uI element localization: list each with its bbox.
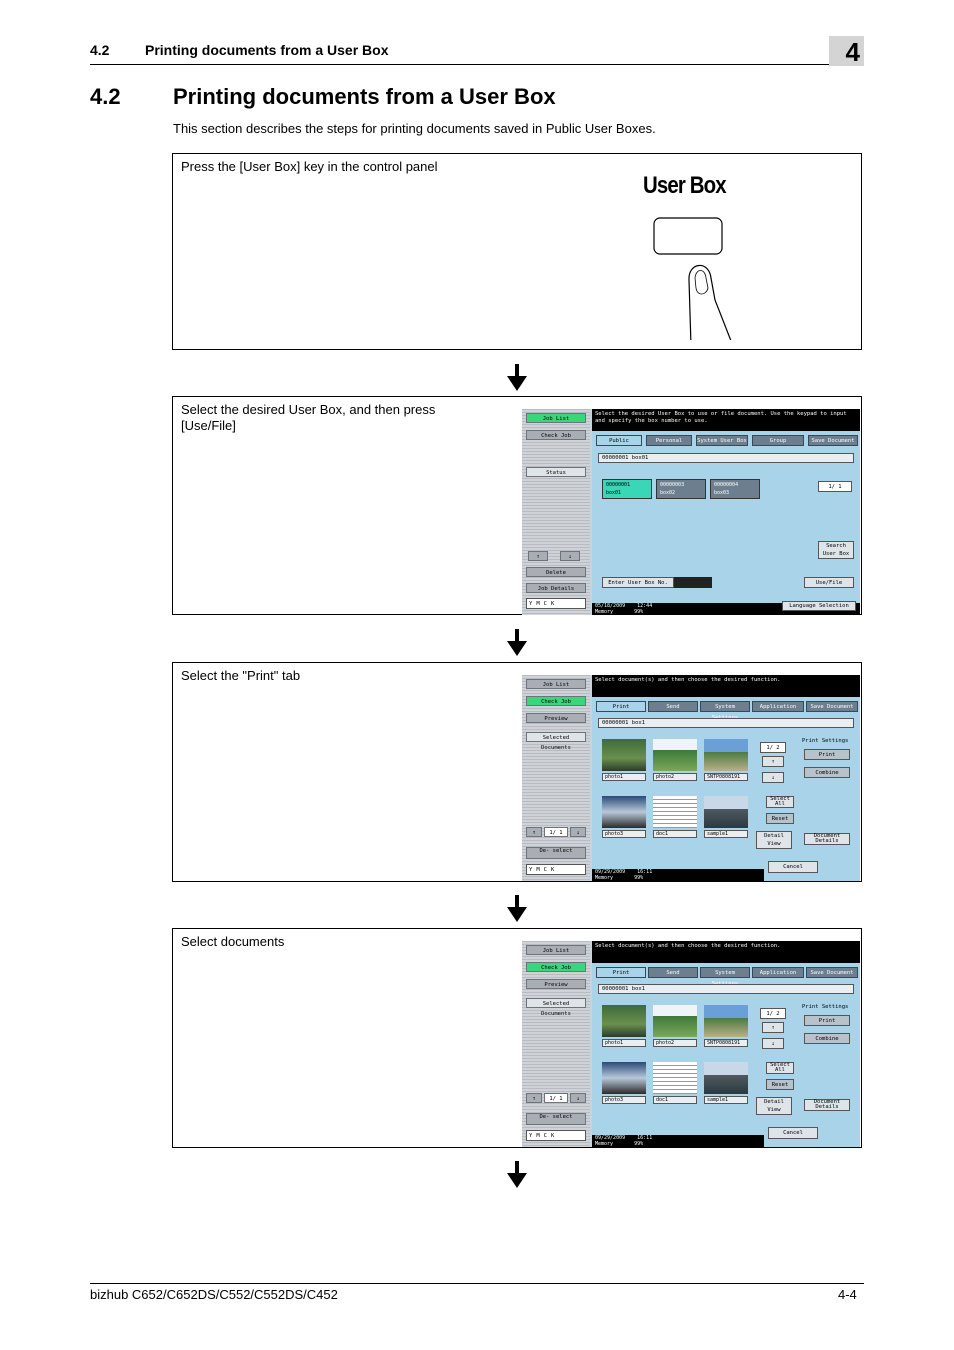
- document-name: photo1: [602, 773, 646, 781]
- document-name: photo3: [602, 830, 646, 838]
- print-settings-label: Print Settings: [802, 1004, 849, 1010]
- document-name: photo2: [653, 1039, 697, 1047]
- document-thumbnail[interactable]: [704, 1062, 748, 1104]
- tab-application[interactable]: Application: [752, 701, 804, 712]
- check-job-button[interactable]: Check Job: [526, 962, 586, 972]
- page-down-button[interactable]: ↓: [762, 772, 784, 783]
- select-all-button[interactable]: Select All: [766, 1062, 794, 1074]
- document-details-button[interactable]: Document Details: [804, 833, 850, 845]
- document-thumbnail[interactable]: [704, 1005, 748, 1047]
- print-settings-label: Print Settings: [802, 738, 849, 744]
- selected-documents-header: Selected Documents: [526, 998, 586, 1008]
- status-memory-value: 99%: [634, 1141, 644, 1147]
- document-thumbnail[interactable]: [653, 739, 697, 781]
- language-selection-button[interactable]: Language Selection: [782, 601, 856, 611]
- tab-group[interactable]: Group: [752, 435, 804, 446]
- instruction-message: Select the desired User Box to use or file document. Use the keypad to input and specify the box number to use.: [592, 409, 860, 431]
- status-date: 05/18/2009: [595, 603, 626, 609]
- enter-user-box-number-button[interactable]: Enter User Box No.: [602, 577, 674, 588]
- folder-name: box03: [714, 490, 730, 496]
- document-name: doc1: [653, 1096, 697, 1104]
- folder-number: 00000003: [660, 482, 685, 488]
- document-name: SNTP0808191: [704, 773, 748, 781]
- tab-system-settings[interactable]: System: [700, 701, 750, 712]
- photo-thumbnail-image: [704, 1062, 748, 1094]
- status-time: 12:44: [637, 603, 653, 609]
- check-job-button[interactable]: Check Job: [526, 430, 586, 440]
- detail-view-button[interactable]: Detail View: [756, 831, 792, 849]
- tab-send[interactable]: Send: [648, 967, 698, 978]
- toner-y: Y: [529, 867, 537, 873]
- user-box-folder[interactable]: [710, 479, 760, 499]
- status-memory-label: Memory: [595, 875, 614, 881]
- check-job-button[interactable]: Check Job: [526, 696, 586, 706]
- toner-indicator: [526, 598, 586, 609]
- document-name: photo3: [602, 1096, 646, 1104]
- step-1-text: Press the [User Box] key in the control panel: [181, 159, 438, 174]
- job-list-button[interactable]: Job List: [526, 945, 586, 955]
- document-name: doc1: [653, 830, 697, 838]
- header-section-number: 4.2: [90, 42, 110, 58]
- toner-y: Y: [529, 601, 537, 607]
- step-2-box: [172, 396, 862, 615]
- user-box-key-illustration: [633, 170, 753, 340]
- header-section-title: Printing documents from a User Box: [145, 42, 389, 58]
- toner-k: K: [550, 1133, 559, 1139]
- tab-system-user-box[interactable]: System User Box: [696, 435, 748, 446]
- print-button[interactable]: Print: [804, 749, 850, 760]
- folder-number: 00000004: [714, 482, 739, 488]
- instruction-message: Select document(s) and then choose the desired function.: [592, 941, 860, 963]
- tab-system-settings[interactable]: System: [700, 967, 750, 978]
- toner-y: Y: [529, 1133, 537, 1139]
- photo-thumbnail-image: [704, 1005, 748, 1037]
- status-memory-label: Memory: [595, 609, 614, 615]
- toner-k: K: [550, 601, 559, 607]
- toner-m: M: [536, 1133, 544, 1139]
- scroll-down-button[interactable]: ↓: [560, 551, 580, 561]
- header-rule: [90, 64, 864, 65]
- scroll-down-button[interactable]: ↓: [570, 827, 586, 837]
- document-thumbnail[interactable]: [704, 796, 748, 838]
- current-box-field: 00000001 box1: [598, 984, 854, 994]
- page-up-button[interactable]: ↑: [762, 756, 784, 767]
- photo-thumbnail-image: [653, 739, 697, 771]
- page-up-button[interactable]: ↑: [762, 1022, 784, 1033]
- job-list-button[interactable]: Job List: [526, 679, 586, 689]
- document-thumbnail[interactable]: [602, 1005, 646, 1047]
- page-counter: 1/ 2: [760, 1008, 786, 1019]
- document-name: sample1: [704, 830, 748, 838]
- select-all-button[interactable]: Select All: [766, 796, 794, 808]
- tab-save-document[interactable]: Save Document: [806, 967, 858, 978]
- reset-button[interactable]: Reset: [766, 1079, 794, 1090]
- toner-indicator: [526, 1130, 586, 1141]
- user-box-key-label: User Box: [643, 172, 726, 199]
- tab-print[interactable]: Print: [596, 701, 646, 712]
- folder-name: box01: [606, 490, 622, 496]
- status-time: 16:11: [637, 869, 653, 875]
- down-arrow-icon: [507, 364, 527, 392]
- step-3-text: Select the "Print" tab: [181, 668, 301, 683]
- down-arrow-icon: [507, 1161, 527, 1189]
- status-memory-value: 99%: [634, 609, 644, 615]
- document-name: SNTP0808191: [704, 1039, 748, 1047]
- status-bar: [592, 869, 764, 881]
- instruction-message: Select document(s) and then choose the desired function.: [592, 675, 860, 697]
- status-bar: [592, 1135, 764, 1147]
- reset-button[interactable]: Reset: [766, 813, 794, 824]
- folder-name: box02: [660, 490, 676, 496]
- cancel-button[interactable]: Cancel: [768, 861, 818, 873]
- deselect-button[interactable]: De- select: [526, 847, 586, 859]
- scroll-up-button[interactable]: ↑: [526, 827, 542, 837]
- footer-product: bizhub C652/C652DS/C552/C552DS/C452: [90, 1287, 338, 1302]
- step-1-box: [172, 153, 862, 350]
- page-counter: 1/ 2: [760, 742, 786, 753]
- combine-button[interactable]: Combine: [804, 767, 850, 778]
- heading-title: Printing documents from a User Box: [173, 84, 556, 109]
- photo-thumbnail-image: [602, 796, 646, 828]
- photo-thumbnail-image: [653, 1005, 697, 1037]
- current-box-field: 00000001 box1: [598, 718, 854, 728]
- user-box-number-input[interactable]: [674, 577, 712, 588]
- heading-number: 4.2: [90, 84, 121, 109]
- photo-thumbnail-image: [602, 739, 646, 771]
- tab-application[interactable]: Application: [752, 967, 804, 978]
- selected-documents-header: Selected Documents: [526, 732, 586, 742]
- toner-c: C: [543, 601, 551, 607]
- footer-rule: [90, 1283, 864, 1284]
- document-thumbnail[interactable]: [704, 739, 748, 781]
- document-thumbnail[interactable]: [602, 796, 646, 838]
- step-4-text: Select documents: [181, 934, 285, 949]
- user-box-select-screen: [522, 409, 860, 615]
- step-4-box: [172, 928, 862, 1148]
- page-counter: 1/ 1: [818, 481, 852, 492]
- step-2-text: Select the desired User Box, and then press [Use/File]: [181, 402, 436, 433]
- document-name: photo1: [602, 1039, 646, 1047]
- user-box-folder[interactable]: [656, 479, 706, 499]
- chapter-number-badge: 4: [829, 36, 864, 66]
- detail-view-button[interactable]: Detail View: [756, 1097, 792, 1115]
- folder-number: 00000001: [606, 482, 631, 488]
- footer-page-number: 4-4: [838, 1287, 857, 1302]
- down-arrow-icon: [507, 629, 527, 657]
- photo-thumbnail-image: [602, 1005, 646, 1037]
- status-header: Status: [526, 467, 586, 477]
- document-list-screen: [522, 675, 860, 881]
- toner-m: M: [536, 867, 544, 873]
- document-thumbnail[interactable]: [602, 1062, 646, 1104]
- deselect-button[interactable]: De- select: [526, 1113, 586, 1125]
- status-date: 09/29/2009: [595, 1135, 626, 1141]
- document-name: photo2: [653, 773, 697, 781]
- delete-button[interactable]: Delete: [526, 567, 586, 577]
- use-file-button[interactable]: Use/File: [804, 577, 854, 588]
- tab-print[interactable]: Print: [596, 967, 646, 978]
- down-arrow-icon: [507, 895, 527, 923]
- tab-save-document[interactable]: Save Document: [808, 435, 858, 446]
- search-user-box-button[interactable]: Search User Box: [818, 541, 854, 559]
- document-thumbnail-image: [653, 796, 697, 828]
- current-box-field: 00000001 box01: [598, 453, 854, 463]
- user-box-folder[interactable]: [602, 479, 652, 499]
- document-thumbnail[interactable]: [602, 739, 646, 781]
- tab-public[interactable]: Public: [596, 435, 642, 446]
- status-time: 16:11: [637, 1135, 653, 1141]
- page-counter-left: 1/ 1: [544, 1093, 568, 1103]
- status-memory-value: 99%: [634, 875, 644, 881]
- toner-c: C: [543, 1133, 551, 1139]
- photo-thumbnail-image: [704, 739, 748, 771]
- status-date: 09/29/2009: [595, 869, 626, 875]
- scroll-down-button[interactable]: ↓: [570, 1093, 586, 1103]
- tab-save-document[interactable]: Save Document: [806, 701, 858, 712]
- tab-send[interactable]: Send: [648, 701, 698, 712]
- photo-thumbnail-image: [704, 796, 748, 828]
- document-thumbnail[interactable]: [653, 1005, 697, 1047]
- document-list-screen: [522, 941, 860, 1147]
- step-3-box: [172, 662, 862, 882]
- cancel-button[interactable]: Cancel: [768, 1127, 818, 1139]
- print-button[interactable]: Print: [804, 1015, 850, 1026]
- document-name: sample1: [704, 1096, 748, 1104]
- scroll-up-button[interactable]: ↑: [526, 1093, 542, 1103]
- page-down-button[interactable]: ↓: [762, 1038, 784, 1049]
- toner-indicator: [526, 864, 586, 875]
- job-details-button[interactable]: Job Details: [526, 583, 586, 593]
- job-list-button[interactable]: Job List: [526, 413, 586, 423]
- preview-button[interactable]: Preview: [526, 979, 586, 989]
- document-thumbnail[interactable]: [653, 1062, 697, 1104]
- document-thumbnail-image: [653, 1062, 697, 1094]
- scroll-up-button[interactable]: ↑: [528, 551, 548, 561]
- preview-button[interactable]: Preview: [526, 713, 586, 723]
- toner-c: C: [543, 867, 551, 873]
- page-counter-left: 1/ 1: [544, 827, 568, 837]
- combine-button[interactable]: Combine: [804, 1033, 850, 1044]
- toner-k: K: [550, 867, 559, 873]
- toner-m: M: [536, 601, 544, 607]
- finger-pressing-key-icon: [633, 170, 753, 340]
- photo-thumbnail-image: [602, 1062, 646, 1094]
- tab-personal[interactable]: Personal: [646, 435, 692, 446]
- status-memory-label: Memory: [595, 1141, 614, 1147]
- intro-text: This section describes the steps for printing documents saved in Public User Boxes.: [173, 121, 656, 136]
- document-details-button[interactable]: Document Details: [804, 1099, 850, 1111]
- document-thumbnail[interactable]: [653, 796, 697, 838]
